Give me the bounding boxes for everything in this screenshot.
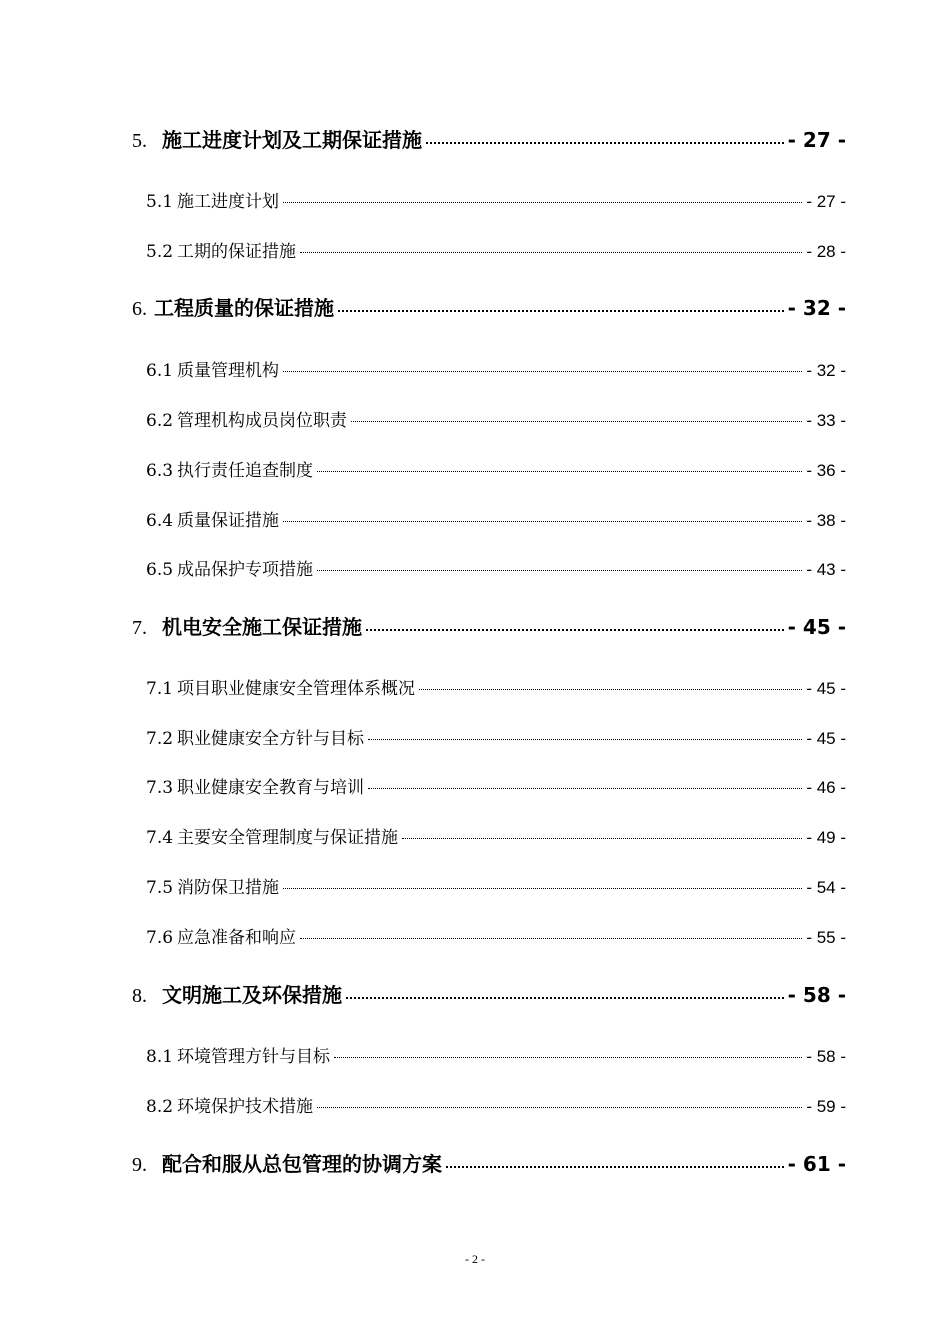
dot-leader [317,1107,802,1108]
dot-leader [334,1057,802,1058]
toc-number: 6.4 [146,511,174,531]
dot-leader [283,202,802,203]
dot-leader [351,421,802,422]
toc-page-number: - 27 - [787,128,846,152]
toc-entry-7-4[interactable] [146,823,846,848]
toc-title: 执行责任追查制度 [177,461,314,481]
toc-entry-7[interactable] [132,611,846,640]
toc-number: 5.2 [146,242,174,262]
toc-entry-5[interactable] [132,124,846,153]
dot-leader [368,739,802,740]
toc-number: 5. [132,130,147,152]
toc-page-number: - 54 - [806,878,846,897]
dot-leader [419,689,802,690]
toc-page-number: - 36 - [806,461,846,480]
dot-leader [300,938,802,939]
toc-number: 8. [132,985,147,1007]
toc-number: 7.2 [146,729,174,749]
dot-leader [317,570,802,571]
toc-entry-5-1[interactable] [146,187,846,212]
toc-title: 环境保护技术措施 [177,1097,314,1117]
dot-leader [300,252,802,253]
toc-title: 项目职业健康安全管理体系概况 [177,679,416,699]
dot-leader [402,838,802,839]
toc-title: 质量管理机构 [177,361,280,381]
toc-title: 管理机构成员岗位职责 [177,411,348,431]
toc-number: 6.5 [146,560,174,580]
toc-number: 8.2 [146,1097,174,1117]
toc-title: 文明施工及环保措施 [162,983,342,1007]
dot-leader [346,997,784,999]
dot-leader [366,629,784,631]
toc-number: 7. [132,617,147,639]
toc-page-number: - 33 - [806,411,846,430]
toc-title: 工程质量的保证措施 [154,296,334,320]
toc-number: 6.3 [146,461,174,481]
toc-title: 主要安全管理制度与保证措施 [177,828,399,848]
toc-number: 7.3 [146,778,174,798]
toc-number: 7.4 [146,828,174,848]
toc-entry-6-4[interactable] [146,506,846,531]
toc-entry-8[interactable] [132,979,846,1008]
toc-number: 7.6 [146,928,174,948]
toc-entry-6-1[interactable] [146,356,846,381]
toc-title: 配合和服从总包管理的协调方案 [162,1152,442,1176]
toc-entry-7-2[interactable] [146,724,846,749]
toc-page-number: - 58 - [787,983,846,1007]
toc-title: 职业健康安全方针与目标 [177,729,365,749]
toc-title: 成品保护专项措施 [177,560,314,580]
toc-entry-6-5[interactable] [146,555,846,580]
toc-entry-8-1[interactable] [146,1042,846,1067]
toc-number: 7.5 [146,878,174,898]
toc-number: 6. [132,298,147,320]
toc-entry-5-2[interactable] [146,237,846,262]
toc-entry-8-2[interactable] [146,1092,846,1117]
toc-entry-7-1[interactable] [146,674,846,699]
toc-title: 机电安全施工保证措施 [162,615,362,639]
dot-leader [317,471,802,472]
toc-title: 施工进度计划及工期保证措施 [162,128,422,152]
toc-page-number: - 46 - [806,778,846,797]
dot-leader [446,1166,784,1168]
toc-entry-6-2[interactable] [146,406,846,431]
toc-entry-7-3[interactable] [146,773,846,798]
toc-page-number: - 38 - [806,511,846,530]
toc-entry-9[interactable] [132,1148,846,1177]
toc-entry-6[interactable] [132,292,846,321]
dot-leader [338,310,784,312]
toc-page-number: - 32 - [806,361,846,380]
toc-page-number: - 43 - [806,560,846,579]
toc-title: 施工进度计划 [177,192,280,212]
toc-page-number: - 28 - [806,242,846,261]
toc-page-number: - 61 - [787,1152,846,1176]
toc-title: 工期的保证措施 [177,242,297,262]
dot-leader [283,521,802,522]
toc-page-number: - 32 - [787,296,846,320]
page-footer-number: - 2 - [465,1252,485,1266]
toc-page-number: - 58 - [806,1047,846,1066]
toc-page-number: - 45 - [787,615,846,639]
toc-title: 环境管理方针与目标 [177,1047,331,1067]
toc-title: 职业健康安全教育与培训 [177,778,365,798]
dot-leader [426,142,784,144]
toc-number: 6.1 [146,361,174,381]
toc-entry-7-6[interactable] [146,923,846,948]
toc-title: 质量保证措施 [177,511,280,531]
toc-number: 7.1 [146,679,174,699]
toc-number: 5.1 [146,192,174,212]
toc-entry-7-5[interactable] [146,873,846,898]
toc-title: 消防保卫措施 [177,878,280,898]
dot-leader [283,888,802,889]
toc-title: 应急准备和响应 [177,928,297,948]
toc-page-number: - 27 - [806,192,846,211]
toc-page-number: - 55 - [806,928,846,947]
toc-number: 9. [132,1154,147,1176]
toc-number: 8.1 [146,1047,174,1067]
toc-page-number: - 59 - [806,1097,846,1116]
toc-page-number: - 49 - [806,828,846,847]
toc-page-number: - 45 - [806,679,846,698]
toc-number: 6.2 [146,411,174,431]
toc-page-number: - 45 - [806,729,846,748]
dot-leader [368,788,802,789]
toc-entry-6-3[interactable] [146,456,846,481]
dot-leader [283,371,802,372]
